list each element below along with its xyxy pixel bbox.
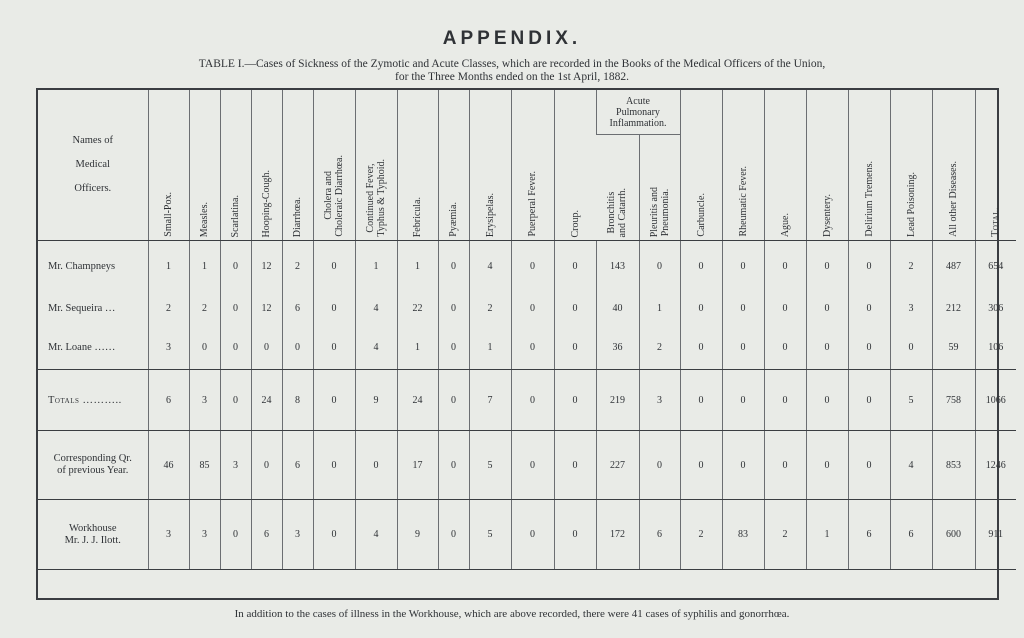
value-cell: 12 [251, 291, 282, 325]
column-header-croup: Croup. [554, 90, 596, 241]
value-cell: 2 [680, 500, 722, 570]
column-header-hooping-cough: Hooping-Cough. [251, 90, 282, 241]
value-cell: 0 [554, 241, 596, 292]
column-header-cholera-and-choleraic-diarrh-a: Cholera and Choleraic Diarrhœa. [313, 90, 355, 241]
value-cell: 0 [438, 241, 469, 292]
officer-name-cell: Totals ……….. [38, 370, 148, 431]
value-cell: 22 [397, 291, 438, 325]
value-cell: 172 [596, 500, 639, 570]
value-cell: 0 [848, 431, 890, 500]
officer-name-cell: Mr. Champneys [48, 260, 116, 272]
column-header-total: Total. [975, 90, 1016, 241]
caption-line-1: TABLE I.—Cases of Sickness of the Zymotic and Acute Classes, which are recorded in the Books of the Medical Officers of the Union, [198, 58, 826, 70]
value-cell: 0 [722, 431, 764, 500]
value-cell: 3 [148, 500, 189, 570]
table-caption [60, 58, 964, 84]
column-header-pleuritis-and-pneumonia: Pleuritis and Pneumonia. [639, 135, 680, 241]
column-header-febricula: Febricula. [397, 90, 438, 241]
value-cell: 17 [397, 431, 438, 500]
value-cell: 1246 [975, 431, 1016, 500]
caption-line-2: for the Three Months ended on the 1st April, 1882. [395, 71, 629, 83]
value-cell: 6 [282, 291, 313, 325]
value-cell: 0 [890, 325, 932, 370]
value-cell: 0 [554, 370, 596, 431]
acute-pulmonary-inflammation-header: Acute Pulmonary Inflammation. [596, 90, 680, 135]
column-header-bronchitis-and-catarrh: Bronchitis and Catarrh. [596, 135, 639, 241]
value-cell: 0 [251, 325, 282, 370]
value-cell: 24 [251, 370, 282, 431]
value-cell: 0 [313, 241, 355, 292]
value-cell: 2 [639, 325, 680, 370]
value-cell: 106 [975, 325, 1016, 370]
column-header-lead-poisoning: Lead Poisoning. [890, 90, 932, 241]
value-cell: 0 [220, 325, 251, 370]
value-cell: 306 [975, 291, 1016, 325]
sickness-table-frame [36, 88, 1006, 600]
column-header-continued-fever-typhus-typhoid: Continued Fever, Typhus & Typhoid. [355, 90, 397, 241]
value-cell: 1 [397, 241, 438, 292]
value-cell: 0 [511, 291, 554, 325]
value-cell: 4 [469, 241, 511, 292]
value-cell: 0 [806, 291, 848, 325]
value-cell: 219 [596, 370, 639, 431]
table-row [38, 291, 1016, 325]
value-cell: 0 [764, 241, 806, 292]
value-cell: 0 [639, 431, 680, 500]
value-cell: 212 [932, 291, 975, 325]
value-cell: 0 [680, 431, 722, 500]
value-cell: 2 [469, 291, 511, 325]
value-cell: 0 [220, 500, 251, 570]
value-cell: 0 [438, 500, 469, 570]
value-cell: 3 [890, 291, 932, 325]
value-cell: 0 [313, 500, 355, 570]
value-cell: 0 [764, 370, 806, 431]
value-cell: 0 [722, 370, 764, 431]
column-header-diarrh-a: Diarrhœa. [282, 90, 313, 241]
value-cell: 7 [469, 370, 511, 431]
officer-name-cell: Mr. Sequeira … [48, 302, 116, 314]
value-cell: 5 [469, 431, 511, 500]
table-row [38, 500, 1016, 570]
value-cell: 0 [722, 325, 764, 370]
table-row [38, 325, 1016, 370]
value-cell: 3 [148, 325, 189, 370]
value-cell: 12 [251, 241, 282, 292]
value-cell: 3 [282, 500, 313, 570]
value-cell: 0 [806, 370, 848, 431]
value-cell: 2 [764, 500, 806, 570]
value-cell: 1 [806, 500, 848, 570]
value-cell: 0 [313, 431, 355, 500]
value-cell: 0 [806, 241, 848, 292]
value-cell: 6 [251, 500, 282, 570]
column-header-measles: Measles. [189, 90, 220, 241]
officer-name-cell: Corresponding Qr. of previous Year. [38, 431, 148, 500]
value-cell: 4 [355, 325, 397, 370]
value-cell: 0 [438, 325, 469, 370]
value-cell: 0 [554, 325, 596, 370]
value-cell: 911 [975, 500, 1016, 570]
value-cell: 0 [511, 241, 554, 292]
value-cell: 83 [722, 500, 764, 570]
column-header-py-mia: Pyæmia. [438, 90, 469, 241]
value-cell: 0 [554, 431, 596, 500]
value-cell: 1 [148, 241, 189, 292]
value-cell: 0 [313, 325, 355, 370]
value-cell: 0 [680, 241, 722, 292]
value-cell: 2 [189, 291, 220, 325]
value-cell: 0 [554, 291, 596, 325]
value-cell: 1066 [975, 370, 1016, 431]
sickness-table [38, 90, 1016, 570]
value-cell: 0 [438, 291, 469, 325]
value-cell: 487 [932, 241, 975, 292]
value-cell: 0 [680, 291, 722, 325]
value-cell: 0 [511, 370, 554, 431]
value-cell: 758 [932, 370, 975, 431]
value-cell: 1 [469, 325, 511, 370]
value-cell: 0 [764, 325, 806, 370]
value-cell: 59 [932, 325, 975, 370]
value-cell: 3 [189, 370, 220, 431]
officer-name-cell: Workhouse Mr. J. J. Ilott. [38, 500, 148, 570]
value-cell: 5 [890, 370, 932, 431]
value-cell: 654 [975, 241, 1016, 292]
value-cell: 0 [722, 241, 764, 292]
value-cell: 0 [189, 325, 220, 370]
value-cell: 0 [848, 325, 890, 370]
value-cell: 9 [397, 500, 438, 570]
value-cell: 1 [355, 241, 397, 292]
table-row [38, 370, 1016, 431]
column-header-dysentery: Dysentery. [806, 90, 848, 241]
value-cell: 0 [680, 370, 722, 431]
value-cell: 227 [596, 431, 639, 500]
value-cell: 600 [932, 500, 975, 570]
value-cell: 6 [148, 370, 189, 431]
value-cell: 0 [220, 291, 251, 325]
value-cell: 3 [189, 500, 220, 570]
value-cell: 0 [313, 370, 355, 431]
value-cell: 2 [282, 241, 313, 292]
footnote: In addition to the cases of illness in the Workhouse, which are above recorded, there were 41 cases of syphilis and gonorrhœa. [234, 608, 790, 620]
column-header-delirium-tremens: Delirium Tremens. [848, 90, 890, 241]
value-cell: 9 [355, 370, 397, 431]
value-cell: 0 [764, 291, 806, 325]
value-cell: 6 [848, 500, 890, 570]
value-cell: 6 [639, 500, 680, 570]
value-cell: 46 [148, 431, 189, 500]
value-cell: 0 [220, 370, 251, 431]
value-cell: 1 [639, 291, 680, 325]
value-cell: 0 [848, 291, 890, 325]
names-of-medical-officers-header: Names of Medical Officers. [38, 90, 148, 241]
column-header-scarlatina: Scarlatina. [220, 90, 251, 241]
value-cell: 3 [639, 370, 680, 431]
table-row [38, 241, 1016, 292]
officer-name-cell: Mr. Loane …… [38, 325, 148, 370]
column-header-small-pox: Small-Pox. [148, 90, 189, 241]
column-header-all-other-diseases: All other Diseases. [932, 90, 975, 241]
value-cell: 0 [639, 241, 680, 292]
value-cell: 4 [355, 291, 397, 325]
value-cell: 2 [148, 291, 189, 325]
value-cell: 0 [848, 370, 890, 431]
column-header-ague: Ague. [764, 90, 806, 241]
value-cell: 0 [806, 431, 848, 500]
value-cell: 6 [890, 500, 932, 570]
value-cell: 143 [596, 241, 639, 292]
value-cell: 0 [438, 431, 469, 500]
value-cell: 0 [806, 325, 848, 370]
value-cell: 4 [890, 431, 932, 500]
value-cell: 0 [848, 241, 890, 292]
value-cell: 0 [680, 325, 722, 370]
value-cell: 4 [355, 500, 397, 570]
value-cell: 0 [511, 500, 554, 570]
value-cell: 0 [355, 431, 397, 500]
value-cell: 5 [469, 500, 511, 570]
table-row [38, 431, 1016, 500]
value-cell: 40 [596, 291, 639, 325]
value-cell: 0 [511, 431, 554, 500]
value-cell: 0 [554, 500, 596, 570]
value-cell: 1 [397, 325, 438, 370]
value-cell: 853 [932, 431, 975, 500]
value-cell: 0 [220, 241, 251, 292]
column-header-erysipelas: Erysipelas. [469, 90, 511, 241]
value-cell: 36 [596, 325, 639, 370]
value-cell: 3 [220, 431, 251, 500]
value-cell: 0 [282, 325, 313, 370]
value-cell: 24 [397, 370, 438, 431]
page-heading: APPENDIX. [442, 28, 582, 49]
value-cell: 0 [438, 370, 469, 431]
value-cell: 0 [511, 325, 554, 370]
value-cell: 0 [313, 291, 355, 325]
value-cell: 2 [890, 241, 932, 292]
column-header-puerperal-fever: Puerperal Fever. [511, 90, 554, 241]
value-cell: 6 [282, 431, 313, 500]
value-cell: 8 [282, 370, 313, 431]
value-cell: 0 [764, 431, 806, 500]
value-cell: 85 [189, 431, 220, 500]
column-header-rheumatic-fever: Rheumatic Fever. [722, 90, 764, 241]
value-cell: 0 [722, 291, 764, 325]
column-header-carbuncle: Carbuncle. [680, 90, 722, 241]
value-cell: 1 [189, 241, 220, 292]
value-cell: 0 [251, 431, 282, 500]
